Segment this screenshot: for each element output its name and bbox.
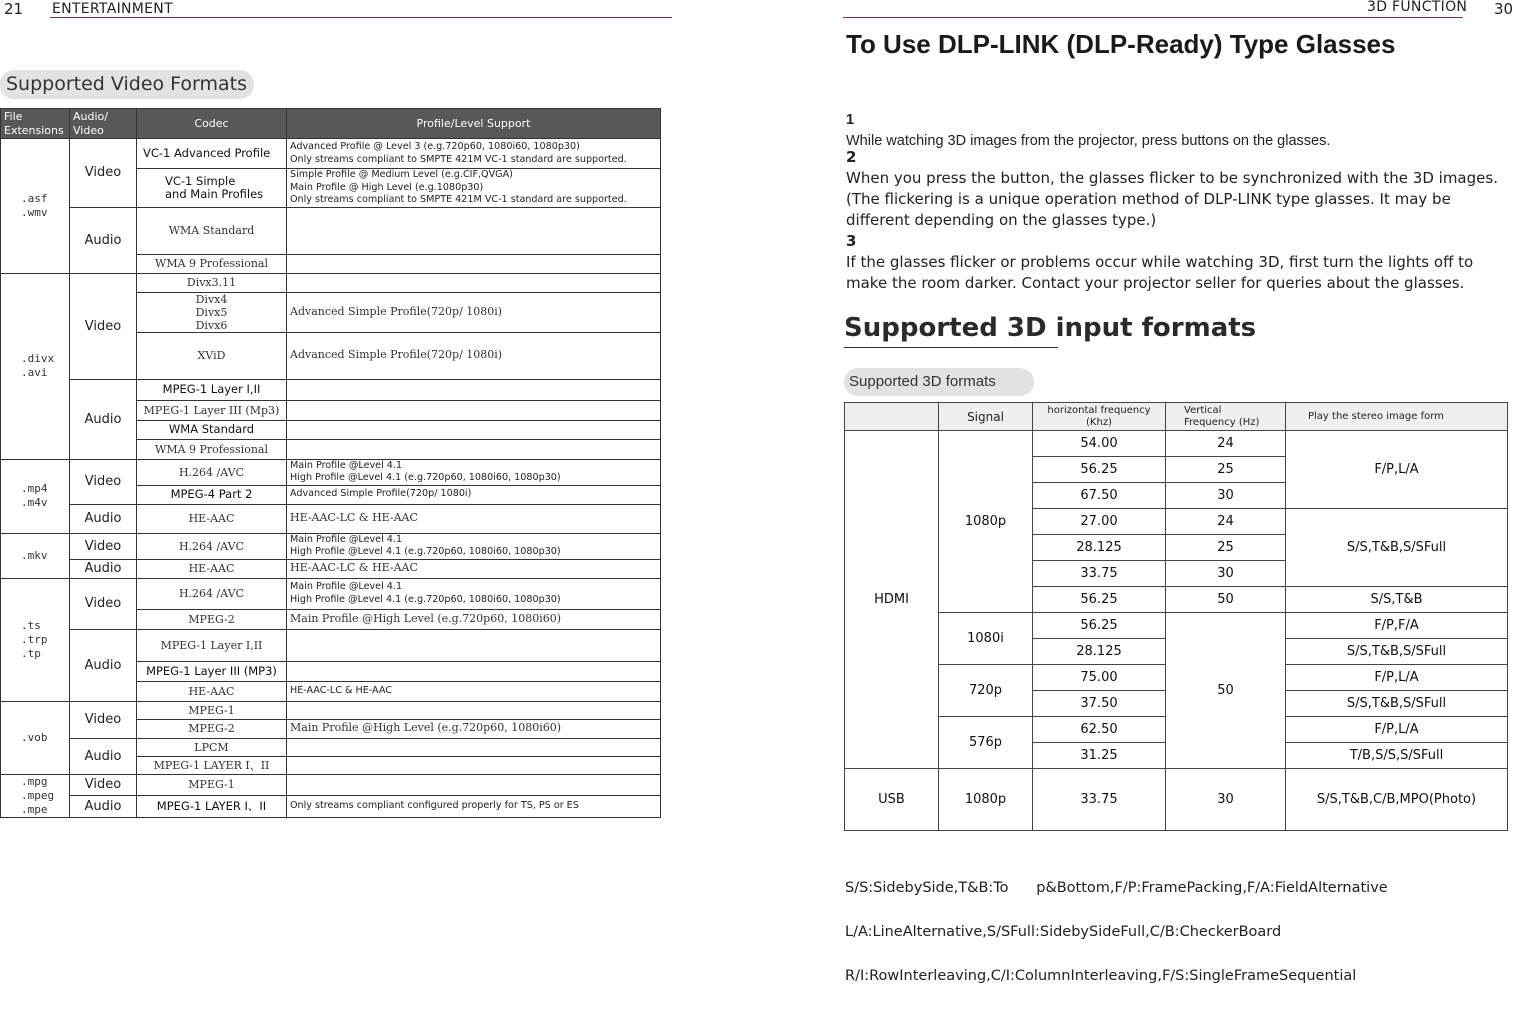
table-row [845, 613, 1508, 639]
dlp-link-title: To Use DLP-LINK (DLP-Ready) Type Glasses [846, 29, 1396, 59]
codec-cell: MPEG-2 [137, 719, 287, 738]
audio-video-cell: Audio [70, 629, 137, 701]
profile-level-cell: Advanced Simple Profile(720p/ 1080i) [287, 292, 661, 332]
legend-line: S/S:SidebySide,T&B:To p&Bottom,F/P:FramePacking,F/A:FieldAlternative [845, 880, 1388, 896]
codec-cell: H.264 /AVC [137, 533, 287, 559]
audio-video-cell: Video [70, 459, 137, 504]
audio-video-cell: Video [70, 701, 137, 738]
signal-usb-1080p: 1080p [939, 769, 1033, 831]
file-extension-cell: .ts .trp .tp [1, 578, 70, 701]
audio-video-cell: Video [70, 139, 137, 208]
video-table-header-row [1, 109, 661, 139]
supported-video-formats-pill [0, 70, 254, 99]
input-hdmi: HDMI [845, 431, 939, 769]
profile-level-cell: Advanced Profile @ Level 3 (e.g.720p60, 1080i60, 1080p30) Only streams compliant to SMPTE 421M VC-1 standard are supported. [287, 139, 661, 169]
codec-cell: MPEG-1 [137, 701, 287, 719]
codec-cell: MPEG-1 Layer III (Mp3) [137, 400, 287, 420]
profile-level-cell: Simple Profile @ Medium Level (e.g.CIF,QVGA) Main Profile @ High Level (e.g.1080p30) Only streams compliant to SMPTE 421M VC-1 standard are supported. [287, 169, 661, 208]
codec-cell: Divx3.11 [137, 273, 287, 292]
signal-1080p: 1080p [939, 431, 1033, 613]
audio-video-cell: Audio [70, 796, 137, 818]
left-page-number: 21 [4, 0, 24, 18]
left-section-header: ENTERTAINMENT [52, 1, 173, 17]
table-row [1, 796, 661, 818]
codec-cell: HE-AAC [137, 559, 287, 578]
audio-video-cell: Audio [70, 504, 137, 533]
table-row [1, 578, 661, 609]
codec-cell: WMA Standard [137, 420, 287, 439]
video-table-header-cell: File Extensions [1, 109, 70, 139]
codec-cell: VC-1 Simple and Main Profiles [137, 169, 287, 208]
profile-level-cell [287, 756, 661, 774]
profile-level-cell [287, 273, 661, 292]
step-2-number: 2 [846, 148, 857, 166]
file-extension-cell: .vob [1, 701, 70, 774]
codec-cell: HE-AAC [137, 504, 287, 533]
supported-3d-formats-label: Supported 3D formats [849, 373, 996, 390]
legend-line: R/I:RowInterleaving,C/I:ColumnInterleaving,F/S:SingleFrameSequential [845, 968, 1357, 984]
right-section-header: 3D FUNCTION [1367, 0, 1468, 15]
hfreq: 75.00 [1033, 665, 1166, 691]
table-row [1, 207, 661, 254]
step-3 [846, 210, 1519, 294]
profile-level-cell [287, 661, 661, 681]
vfreq: 30 [1166, 561, 1286, 587]
right-header-rule [843, 17, 1463, 18]
audio-video-cell: Audio [70, 379, 137, 459]
table-row [1, 629, 661, 661]
signal-720p: 720p [939, 665, 1033, 717]
play-form: T/B,S/S,S/SFull [1286, 743, 1508, 769]
hfreq: 31.25 [1033, 743, 1166, 769]
profile-level-cell: Advanced Simple Profile(720p/ 1080i) [287, 485, 661, 504]
codec-cell: MPEG-1 Layer I,II [137, 379, 287, 400]
hfreq: 37.50 [1033, 691, 1166, 717]
step-1-number: 1 [846, 112, 855, 128]
play-form: F/P,L/A [1286, 665, 1508, 691]
codec-cell: LPCM [137, 738, 287, 756]
supported-3d-input-formats-title: Supported 3D input formats [844, 313, 1257, 343]
table-row [845, 769, 1508, 831]
play-form: S/S,T&B,S/SFull [1286, 691, 1508, 717]
vfreq: 50 [1166, 613, 1286, 769]
video-table-header-cell: Profile/Level Support [287, 109, 661, 139]
supported-video-formats-heading: Supported Video Formats [6, 73, 248, 95]
step-3-text: If the glasses flicker or problems occur while watching 3D, first turn the lights off to make the room darker. Contact your projector seller for queries about the glasses. [846, 253, 1474, 292]
supported-3d-formats-pill [844, 368, 1034, 396]
profile-level-cell [287, 400, 661, 420]
profile-level-cell: Main Profile @Level 4.1 High Profile @Level 4.1 (e.g.720p60, 1080i60, 1080p30) [287, 459, 661, 485]
audio-video-cell: Video [70, 273, 137, 379]
audio-video-cell: Video [70, 533, 137, 559]
play-form: S/S,T&B [1286, 587, 1508, 613]
profile-level-cell: HE-AAC-LC & HE-AAC [287, 559, 661, 578]
file-extension-cell: .divx .avi [1, 273, 70, 459]
hfreq: 27.00 [1033, 509, 1166, 535]
profile-level-cell [287, 420, 661, 439]
codec-cell: MPEG-4 Part 2 [137, 485, 287, 504]
codec-cell: HE-AAC [137, 681, 287, 701]
play-form: F/P,F/A [1286, 613, 1508, 639]
vfreq: 24 [1166, 431, 1286, 457]
hfreq: 56.25 [1033, 457, 1166, 483]
codec-cell: MPEG-1 [137, 774, 287, 796]
table-row [1, 459, 661, 485]
section-title-underline [844, 347, 1058, 348]
profile-level-cell: Only streams compliant configured properly for TS, PS or ES [287, 796, 661, 818]
table-row [1, 559, 661, 578]
step-2-text: When you press the button, the glasses flicker to be synchronized with the 3D images. (The flickering is a unique operation method of DLP-LINK type glasses. It may be different depending on the glasses type.) [846, 169, 1498, 229]
hfreq: 67.50 [1033, 483, 1166, 509]
header-input [845, 403, 939, 431]
play-form: S/S,T&B,S/SFull [1286, 509, 1508, 587]
profile-level-cell: HE-AAC-LC & HE-AAC [287, 504, 661, 533]
hfreq: 56.25 [1033, 587, 1166, 613]
codec-cell: Divx4 Divx5 Divx6 [137, 292, 287, 332]
profile-level-cell: Main Profile @High Level (e.g.720p60, 1080i60) [287, 609, 661, 629]
abbreviation-legend [845, 855, 1388, 1009]
profile-level-cell [287, 738, 661, 756]
codec-cell: WMA 9 Professional [137, 439, 287, 459]
file-extension-cell: .mp4 .m4v [1, 459, 70, 533]
profile-level-cell: Advanced Simple Profile(720p/ 1080i) [287, 332, 661, 379]
table-row [1, 379, 661, 400]
codec-cell: MPEG-1 Layer I,II [137, 629, 287, 661]
signal-1080i: 1080i [939, 613, 1033, 665]
table-row [1, 273, 661, 292]
legend-line: L/A:LineAlternative,S/SFull:SidebySideFull,C/B:CheckerBoard [845, 924, 1282, 940]
hfreq: 28.125 [1033, 639, 1166, 665]
codec-cell: H.264 /AVC [137, 459, 287, 485]
codec-cell: WMA Standard [137, 207, 287, 254]
header-signal: Signal [939, 403, 1033, 431]
table-header-row [845, 403, 1508, 431]
vfreq: 25 [1166, 457, 1286, 483]
video-table-header-cell: Audio/ Video [70, 109, 137, 139]
profile-level-cell [287, 701, 661, 719]
play-form: F/P,L/A [1286, 431, 1508, 509]
file-extension-cell: .mpg .mpeg .mpe [1, 774, 70, 817]
table-row [1, 738, 661, 756]
play-form: S/S,T&B,S/SFull [1286, 639, 1508, 665]
play-form: S/S,T&B,C/B,MPO(Photo) [1286, 769, 1508, 831]
codec-cell: MPEG-1 LAYER I、II [137, 796, 287, 818]
play-form: F/P,L/A [1286, 717, 1508, 743]
file-extension-cell: .asf .wmv [1, 139, 70, 274]
right-page-number: 30 [1494, 0, 1514, 18]
left-header-rule [50, 17, 672, 18]
profile-level-cell: Main Profile @Level 4.1 High Profile @Level 4.1 (e.g.720p60, 1080i60, 1080p30) [287, 533, 661, 559]
audio-video-cell: Video [70, 774, 137, 796]
profile-level-cell [287, 379, 661, 400]
codec-cell: XViD [137, 332, 287, 379]
hfreq: 33.75 [1033, 561, 1166, 587]
profile-level-cell: Main Profile @High Level (e.g.720p60, 1080i60) [287, 719, 661, 738]
header-vertical-frequency: Vertical Frequency (Hz) [1166, 403, 1286, 431]
hfreq: 28.125 [1033, 535, 1166, 561]
hfreq: 56.25 [1033, 613, 1166, 639]
header-horizontal-frequency: horizontal frequency (Khz) [1033, 403, 1166, 431]
3d-formats-table [844, 402, 1508, 831]
codec-cell: VC-1 Advanced Profile [137, 139, 287, 169]
input-usb: USB [845, 769, 939, 831]
table-row [1, 774, 661, 796]
header-play-form: Play the stereo image form [1286, 403, 1508, 431]
table-row [1, 533, 661, 559]
vfreq: 24 [1166, 509, 1286, 535]
step-3-number: 3 [846, 232, 857, 250]
vfreq: 30 [1166, 483, 1286, 509]
profile-level-cell [287, 774, 661, 796]
hfreq: 33.75 [1033, 769, 1166, 831]
table-row [1, 504, 661, 533]
audio-video-cell: Video [70, 578, 137, 629]
codec-cell: WMA 9 Professional [137, 254, 287, 273]
profile-level-cell [287, 254, 661, 273]
audio-video-cell: Audio [70, 559, 137, 578]
audio-video-cell: Audio [70, 738, 137, 774]
codec-cell: MPEG-1 Layer III (MP3) [137, 661, 287, 681]
table-row [1, 701, 661, 719]
step-1-text: While watching 3D images from the projector, press buttons on the glasses. [846, 133, 1331, 149]
video-table-header-cell: Codec [137, 109, 287, 139]
table-row [1, 139, 661, 169]
codec-cell: MPEG-2 [137, 609, 287, 629]
profile-level-cell: Main Profile @Level 4.1 High Profile @Level 4.1 (e.g.720p60, 1080i60, 1080p30) [287, 578, 661, 609]
vfreq: 30 [1166, 769, 1286, 831]
codec-cell: H.264 /AVC [137, 578, 287, 609]
audio-video-cell: Audio [70, 207, 137, 273]
profile-level-cell [287, 439, 661, 459]
profile-level-cell [287, 207, 661, 254]
profile-level-cell [287, 629, 661, 661]
vfreq: 25 [1166, 535, 1286, 561]
vfreq: 50 [1166, 587, 1286, 613]
table-row [845, 431, 1508, 457]
hfreq: 62.50 [1033, 717, 1166, 743]
profile-level-cell: HE-AAC-LC & HE-AAC [287, 681, 661, 701]
hfreq: 54.00 [1033, 431, 1166, 457]
codec-cell: MPEG-1 LAYER I、II [137, 756, 287, 774]
signal-576p: 576p [939, 717, 1033, 769]
file-extension-cell: .mkv [1, 533, 70, 578]
video-formats-table [0, 108, 661, 818]
